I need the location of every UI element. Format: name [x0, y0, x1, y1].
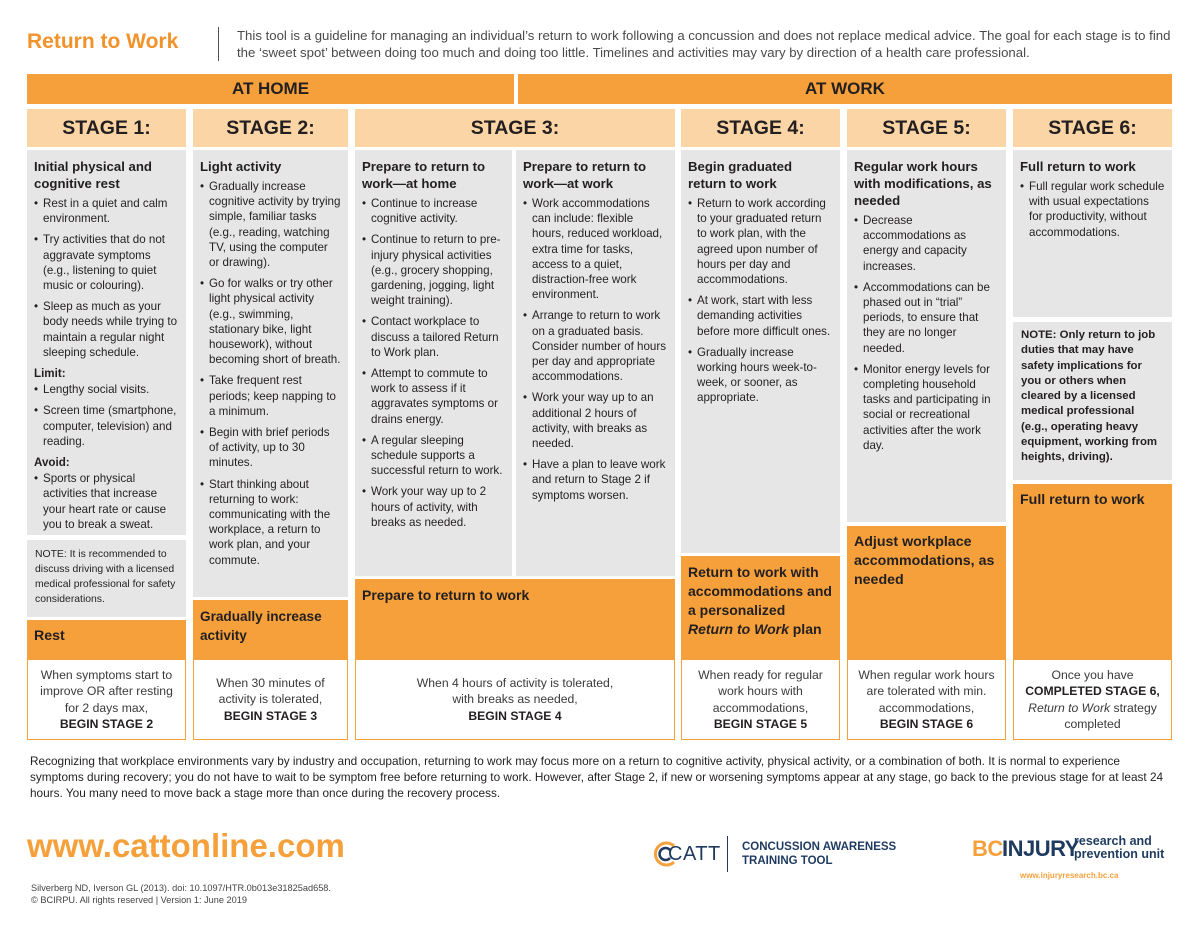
goal-text: Return to work with accommodations and a personalized: [688, 564, 832, 618]
bottom-note: Recognizing that workplace environments vary by industry and occupation, returning to work may focus more on a return to cognitive activity, physical activity, or a combination of both. It is normal to experience symptoms during recovery; you do not have to wait to be symptom free before returning to work. However, after Stage 2, if new or worsening symptoms appear at any stage, go back to the previous stage for at least 24 hours. You many need to move back a stage more than once during the recovery process.: [30, 754, 1164, 801]
list-item: • Have a plan to leave work and return to Stage 2 if symptoms worsen.: [523, 457, 668, 503]
footer-italic: Return to Work: [1028, 700, 1111, 715]
at-work-bar: AT WORK: [518, 74, 1172, 104]
catt-line-2: TRAINING TOOL: [742, 855, 833, 867]
avoid-label: Avoid:: [34, 456, 70, 470]
list-item: • Sports or physical activities that increase your heart rate or cause you to break a sweat.: [34, 471, 179, 532]
list-item: • Lengthy social visits.: [34, 382, 179, 397]
list-item: • Gradually increase cognitive activity by trying simple, familiar tasks (e.g., reading, watching TV, using the computer or drawing).: [200, 179, 341, 270]
stage-1-content: [27, 150, 186, 535]
citation: [31, 882, 331, 906]
list-item: • Accommodations can be phased out in “trial” periods, to ensure that they are no longer needed.: [854, 280, 999, 356]
list-item: • Go for walks or try other light physical activity (e.g., swimming, stationary bike, light housework), without becoming short of breath.: [200, 276, 341, 367]
list-item: • Rest in a quiet and calm environment.: [34, 196, 179, 226]
footer-text: When 30 minutes of activity is tolerated,: [216, 676, 325, 707]
stage-3-header: STAGE 3:: [355, 109, 675, 147]
list-item: • Return to work according to your graduated return to work plan, with the agreed upon number of hours per day and accommodations.: [688, 196, 833, 287]
list-item: • Sleep as much as your body needs while trying to maintain a regular night sleeping schedule.: [34, 299, 179, 360]
stage-5-content: [847, 150, 1006, 522]
catt-wordmark: CATT: [668, 843, 721, 865]
stage-2-content: [193, 150, 348, 597]
list-item: • Begin with brief periods of activity, up to 30 minutes.: [200, 425, 341, 471]
stage-1-footer: [27, 659, 186, 740]
stage-6-footer: [1013, 659, 1172, 740]
limit-label: Limit:: [34, 367, 66, 381]
stage-3-home-heading: Prepare to return to work—at home: [362, 159, 486, 191]
footer-text: When regular work hours are tolerated with min. accommodations,: [858, 668, 995, 715]
footer-end: [1020, 700, 1165, 732]
list-item: • Work your way up to an additional 2 hours of activity, with breaks as needed.: [523, 390, 668, 451]
injury-logo-text: INJURY: [1002, 836, 1079, 861]
website-link[interactable]: www.cattonline.com: [27, 827, 345, 864]
bc-line-1: research and: [1074, 834, 1152, 848]
stage-1-note: NOTE: It is recommended to discuss driving with a licensed medical professional for safety considerations.: [27, 540, 186, 617]
list-item: • Arrange to return to work on a graduated basis. Consider number of hours per day and appropriate accommodations.: [523, 308, 668, 384]
footer-text: When 4 hours of activity is tolerated, with breaks as needed,: [416, 676, 614, 707]
page-title: Return to Work: [27, 30, 179, 53]
list-item: • Contact workplace to discuss a tailored Return to Work plan.: [362, 314, 505, 360]
stage-3-work-heading: Prepare to return to work—at work: [523, 159, 647, 191]
list-item: • Monitor energy levels for completing household tasks and participating in social or recreational activities after the work day.: [854, 362, 999, 453]
header-divider: [218, 27, 219, 61]
catt-logo: [652, 836, 910, 874]
stage-3-footer: [355, 659, 675, 740]
footer-action: BEGIN STAGE 3: [223, 708, 318, 723]
list-item: • Try activities that do not aggravate symptoms (e.g., listening to quiet music or colouring).: [34, 232, 179, 293]
footer-text: When ready for regular work hours with accommodations,: [698, 668, 823, 715]
stage-2-footer: [193, 659, 348, 740]
bc-url[interactable]: www.injuryresearch.bc.ca: [1020, 871, 1119, 880]
footer-action: BEGIN STAGE 2: [59, 716, 154, 731]
footer-action: BEGIN STAGE 4: [468, 708, 562, 723]
list-item: • Attempt to commute to work to assess if it aggravates symptoms or drains energy.: [362, 366, 505, 427]
list-item: • At work, start with less demanding activities before more difficult ones.: [688, 293, 833, 339]
list-item: • Continue to increase cognitive activity.: [362, 196, 505, 226]
stage-4-footer: [681, 659, 840, 740]
footer-text: When symptoms start to improve OR after resting for 2 days max,: [40, 668, 173, 715]
list-item: • Gradually increase working hours week-to-week, or sooner, as appropriate.: [688, 345, 833, 406]
stage-5-goal: Adjust workplace accommodations, as needed: [847, 526, 1006, 659]
list-item: • Work accommodations can include: flexible hours, reduced workload, extra time for tasks, access to a quiet, distraction-free work environment.: [523, 196, 668, 302]
stage-6-content: [1013, 150, 1172, 317]
stage-1-heading: Initial physical and cognitive rest: [34, 159, 152, 191]
list-item: • Continue to return to pre-injury physical activities (e.g., grocery shopping, gardening, jogging, light weight training).: [362, 232, 505, 308]
stage-6-note: NOTE: Only return to job duties that may have safety implications for you or others when cleared by a licensed medical professional (e.g., operating heavy equipment, working from heights, driving).: [1013, 322, 1172, 480]
stage-6-heading: Full return to work: [1020, 159, 1136, 174]
bc-line-2: prevention unit: [1074, 847, 1165, 861]
stage-3-goal: Prepare to return to work: [355, 579, 675, 659]
goal-italic: Return to Work: [688, 621, 789, 637]
stage-4-heading: Begin graduated return to work: [688, 159, 793, 191]
bc-injury-logo: [972, 834, 1172, 884]
list-item: • A regular sleeping schedule supports a successful return to work.: [362, 433, 505, 479]
stage-3-home-content: [355, 150, 512, 576]
stage-2-heading: Light activity: [200, 159, 282, 174]
footer-text: Once you have: [1051, 668, 1134, 683]
stage-4-goal: [681, 556, 840, 659]
stage-6-header: STAGE 6:: [1013, 109, 1172, 147]
footer-action: BEGIN STAGE 6: [879, 716, 974, 731]
list-item: • Full regular work schedule with usual expectations for productivity, without accommodations.: [1020, 179, 1165, 240]
stage-3-work-content: [516, 150, 675, 576]
bc-unit-name: [1074, 835, 1164, 861]
list-item: • Decrease accommodations as energy and capacity increases.: [854, 213, 999, 274]
at-home-bar: AT HOME: [27, 74, 514, 104]
stage-5-heading: Regular work hours with modifications, as needed: [854, 159, 992, 208]
footer-action: BEGIN STAGE 5: [713, 716, 808, 731]
stage-5-footer: [847, 659, 1006, 740]
intro-text: This tool is a guideline for managing an individual’s return to work following a concussion and does not replace medical advice. The goal for each stage is to find the ‘sweet spot’ between doing too much and doing too little. Timelines and activities may vary by direction of a health care professional.: [237, 28, 1171, 60]
bc-logo-text: BC: [972, 836, 1003, 861]
stage-4-content: [681, 150, 840, 553]
stage-5-header: STAGE 5:: [847, 109, 1006, 147]
stage-1-goal: Rest: [27, 620, 186, 659]
footer-post: strategy completed: [1064, 700, 1157, 731]
footer-action: COMPLETED STAGE 6,: [1025, 684, 1160, 699]
goal-end: plan: [788, 621, 822, 637]
stage-6-goal: Full return to work: [1013, 484, 1172, 659]
list-item: • Screen time (smartphone, computer, television) and reading.: [34, 403, 179, 449]
stage-1-header: STAGE 1:: [27, 109, 186, 147]
stage-2-goal: Gradually increase activity: [193, 600, 348, 659]
catt-name: [742, 840, 896, 868]
list-item: • Take frequent rest periods; keep napping to a minimum.: [200, 373, 341, 419]
list-item: • Start thinking about returning to work: communicating with the workplace, a return to work plan, and your commute.: [200, 477, 341, 568]
catt-divider: [727, 836, 728, 872]
list-item: • Work your way up to 2 hours of activity, with breaks as needed.: [362, 484, 505, 530]
stage-4-header: STAGE 4:: [681, 109, 840, 147]
stage-2-header: STAGE 2:: [193, 109, 348, 147]
rights-text: © BCIRPU. All rights reserved | Version 1: June 2019: [31, 895, 247, 905]
citation-text: Silverberg ND, Iverson GL (2013). doi: 10.1097/HTR.0b013e31825ad658.: [31, 883, 331, 893]
catt-line-1: CONCUSSION AWARENESS: [742, 841, 897, 853]
